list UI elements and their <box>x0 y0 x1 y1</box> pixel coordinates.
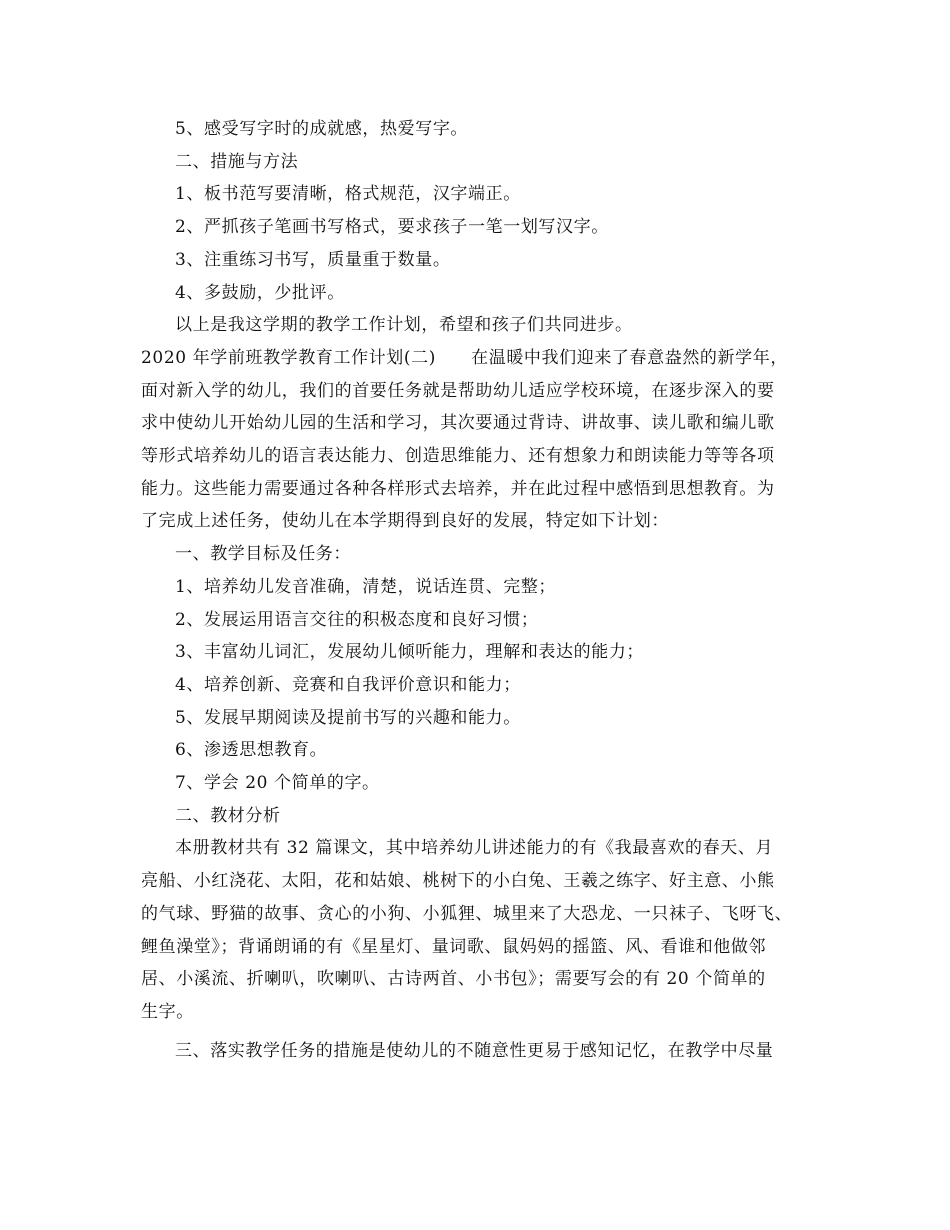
list-item: 3、丰富幼儿词汇，发展幼儿倾听能力，理解和表达的能力； <box>175 642 645 663</box>
section-heading: 二、教材分析 <box>175 805 281 826</box>
list-item: 1、板书范写要清晰，格式规范，汉字端正。 <box>175 184 521 205</box>
list-item: 2、严抓孩子笔画书写格式，要求孩子一笔一划写汉字。 <box>175 217 609 238</box>
paragraph-line: 的气球、野猫的故事、贪心的小狗、小狐狸、城里来了大恐龙、一只袜子、飞呀飞、 <box>141 903 793 924</box>
section-heading: 一、教学目标及任务： <box>175 544 351 565</box>
document-body <box>141 113 821 1067</box>
paragraph-line: 等形式培养幼儿的语言表达能力、创造思维能力、还有想象力和朗读能力等等各项 <box>141 446 775 467</box>
list-item: 5、发展早期阅读及提前书写的兴趣和能力。 <box>175 707 521 728</box>
paragraph-line: 面对新入学的幼儿，我们的首要任务就是帮助幼儿适应学校环境，在逐步深入的要 <box>141 380 775 401</box>
paragraph-line: 5、感受写字时的成就感，热爱写字。 <box>175 119 469 139</box>
paragraph-line: 本册教材共有 32 篇课文，其中培养幼儿讲述能力的有《我最喜欢的春天、月 <box>175 838 774 859</box>
paragraph-line: 以上是我这学期的教学工作计划，希望和孩子们共同进步。 <box>175 315 633 336</box>
list-item: 4、多鼓励，少批评。 <box>175 282 345 303</box>
paragraph-line: 鲤鱼澡堂》；背诵朗诵的有《星星灯、量词歌、鼠妈妈的摇篮、风、看谁和他做邻 <box>141 936 767 957</box>
list-item: 2、发展运用语言交往的积极态度和良好习惯； <box>175 609 539 630</box>
paragraph-line: 居、小溪流、折喇叭，吹喇叭、古诗两首、小书包》；需要写会的有 20 个简单的 <box>141 969 766 990</box>
paragraph-line: 三、落实教学任务的措施是使幼儿的不随意性更易于感知记忆，在教学中尽量 <box>175 1040 774 1061</box>
list-item: 3、注重练习书写，质量重于数量。 <box>175 249 451 270</box>
list-item: 6、渗透思想教育。 <box>175 740 328 761</box>
list-item: 7、学会 20 个简单的字。 <box>175 773 380 794</box>
section-heading: 二、措施与方法 <box>175 151 299 172</box>
list-item: 4、培养创新、竞赛和自我评价意识和能力； <box>175 674 521 695</box>
paragraph-line: 亮船、小红浇花、太阳，花和姑娘、桃树下的小白兔、王羲之练字、好主意、小熊 <box>141 871 775 892</box>
list-item: 1、培养幼儿发音准确，清楚，说话连贯、完整； <box>175 576 557 597</box>
paragraph-line: 求中使幼儿开始幼儿园的生活和学习，其次要通过背诗、讲故事、读儿歌和编儿歌 <box>141 413 775 434</box>
paragraph-line: 2020 年学前班教学教育工作计划(二) 在温暖中我们迎来了春意盎然的新学年， <box>141 347 788 368</box>
paragraph-line: 能力。这些能力需要通过各种各样形式去培养，并在此过程中感悟到思想教育。为 <box>141 478 775 499</box>
paragraph-line: 生字。 <box>141 1001 194 1022</box>
paragraph-line: 了完成上述任务，使幼儿在本学期得到良好的发展，特定如下计划： <box>141 511 669 532</box>
